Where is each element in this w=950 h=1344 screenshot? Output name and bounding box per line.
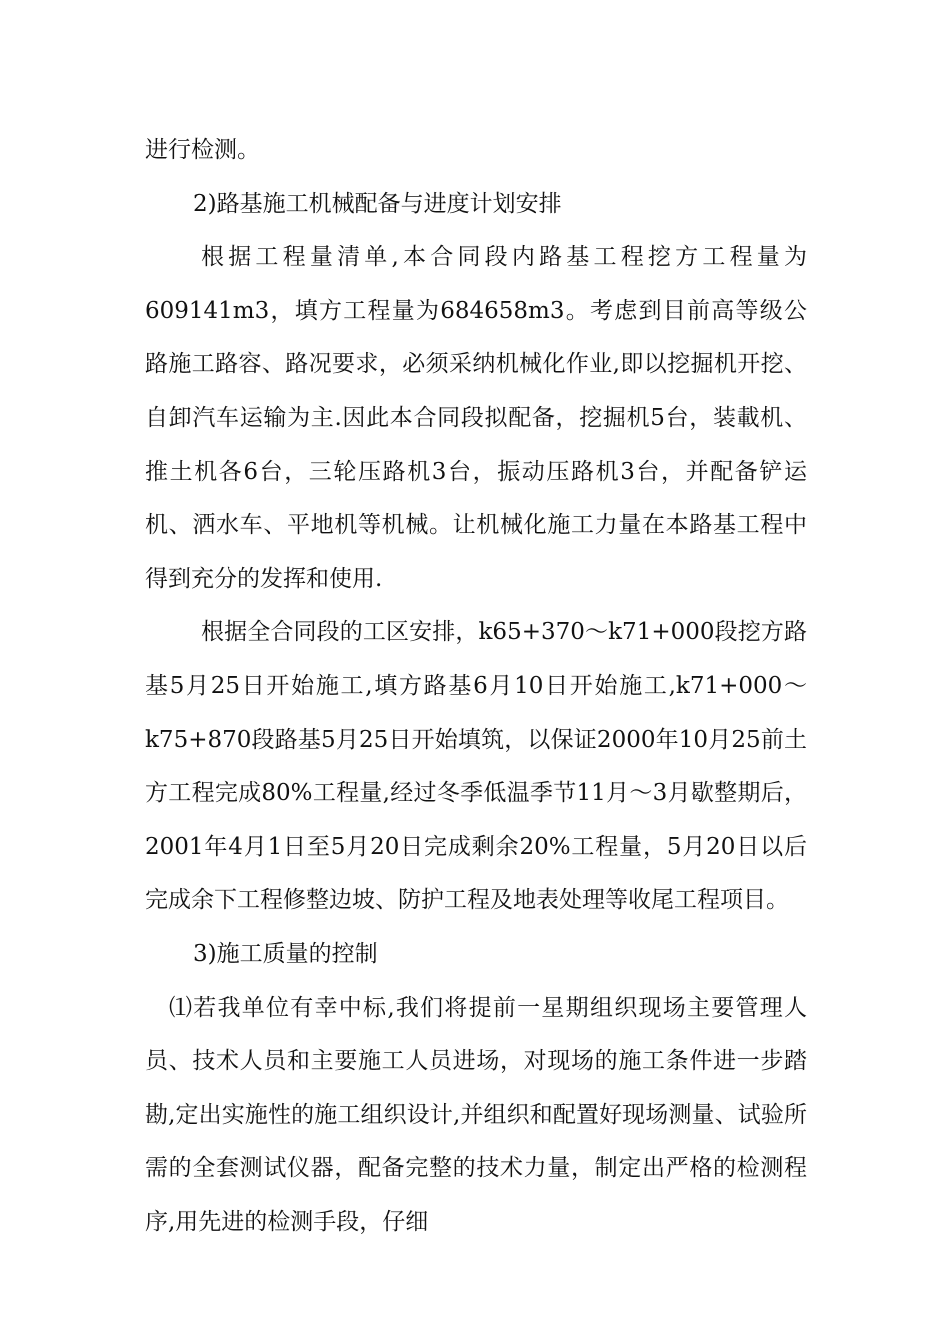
section-heading-machinery: 2)路基施工机械配备与进度计划安排 — [193, 190, 562, 217]
paragraph-continuation: 进行检测。 — [145, 137, 260, 163]
section-heading-quality: 3)施工质量的控制 — [193, 940, 378, 967]
paragraph-quality-item-1: ⑴若我单位有幸中标,我们将提前一星期组织现场主要管理人员、技术人员和主要施工人员进场，对现场的施工条件进一步踏勘,定出实施性的施工组织设计,并组织和配置好现场测量、试验所需的全套测试仪器，配备完整的技术力量，制定出严格的检测程序,用先进的检测手段，仔细 — [145, 994, 807, 1235]
paragraph-schedule: 根据全合同段的工区安排，k65+370～k71+000段挖方路基5月25日开始施工,填方路基6月10日开始施工,k71+000～k75+870段路基5月25日开始填筑，以保证2000年10月25前土方工程完成80%工程量,经过冬季低温季节11月～3月歇整期后，2001年4月1日至5月20日完成剩余20%工程量，5月20日以后完成余下工程修整边坡、防护工程及地表处理等收尾工程项目。 — [145, 619, 807, 914]
paragraph-quantities: 根据工程量清单,本合同段内路基工程挖方工程量为609141m3，填方工程量为684658m3。考虑到目前高等级公路施工路容、路况要求，必须采纳机械化作业,即以挖掘机开挖、自卸汽车运输为主.因此本合同段拟配备，挖掘机5台，装載机、推土机各6台，三轮压路机3台，振动压路机3台，并配备铲运机、洒水车、平地机等机械。让机械化施工力量在本路基工程中得到充分的发挥和使用. — [145, 244, 807, 592]
document-body — [145, 124, 807, 1249]
